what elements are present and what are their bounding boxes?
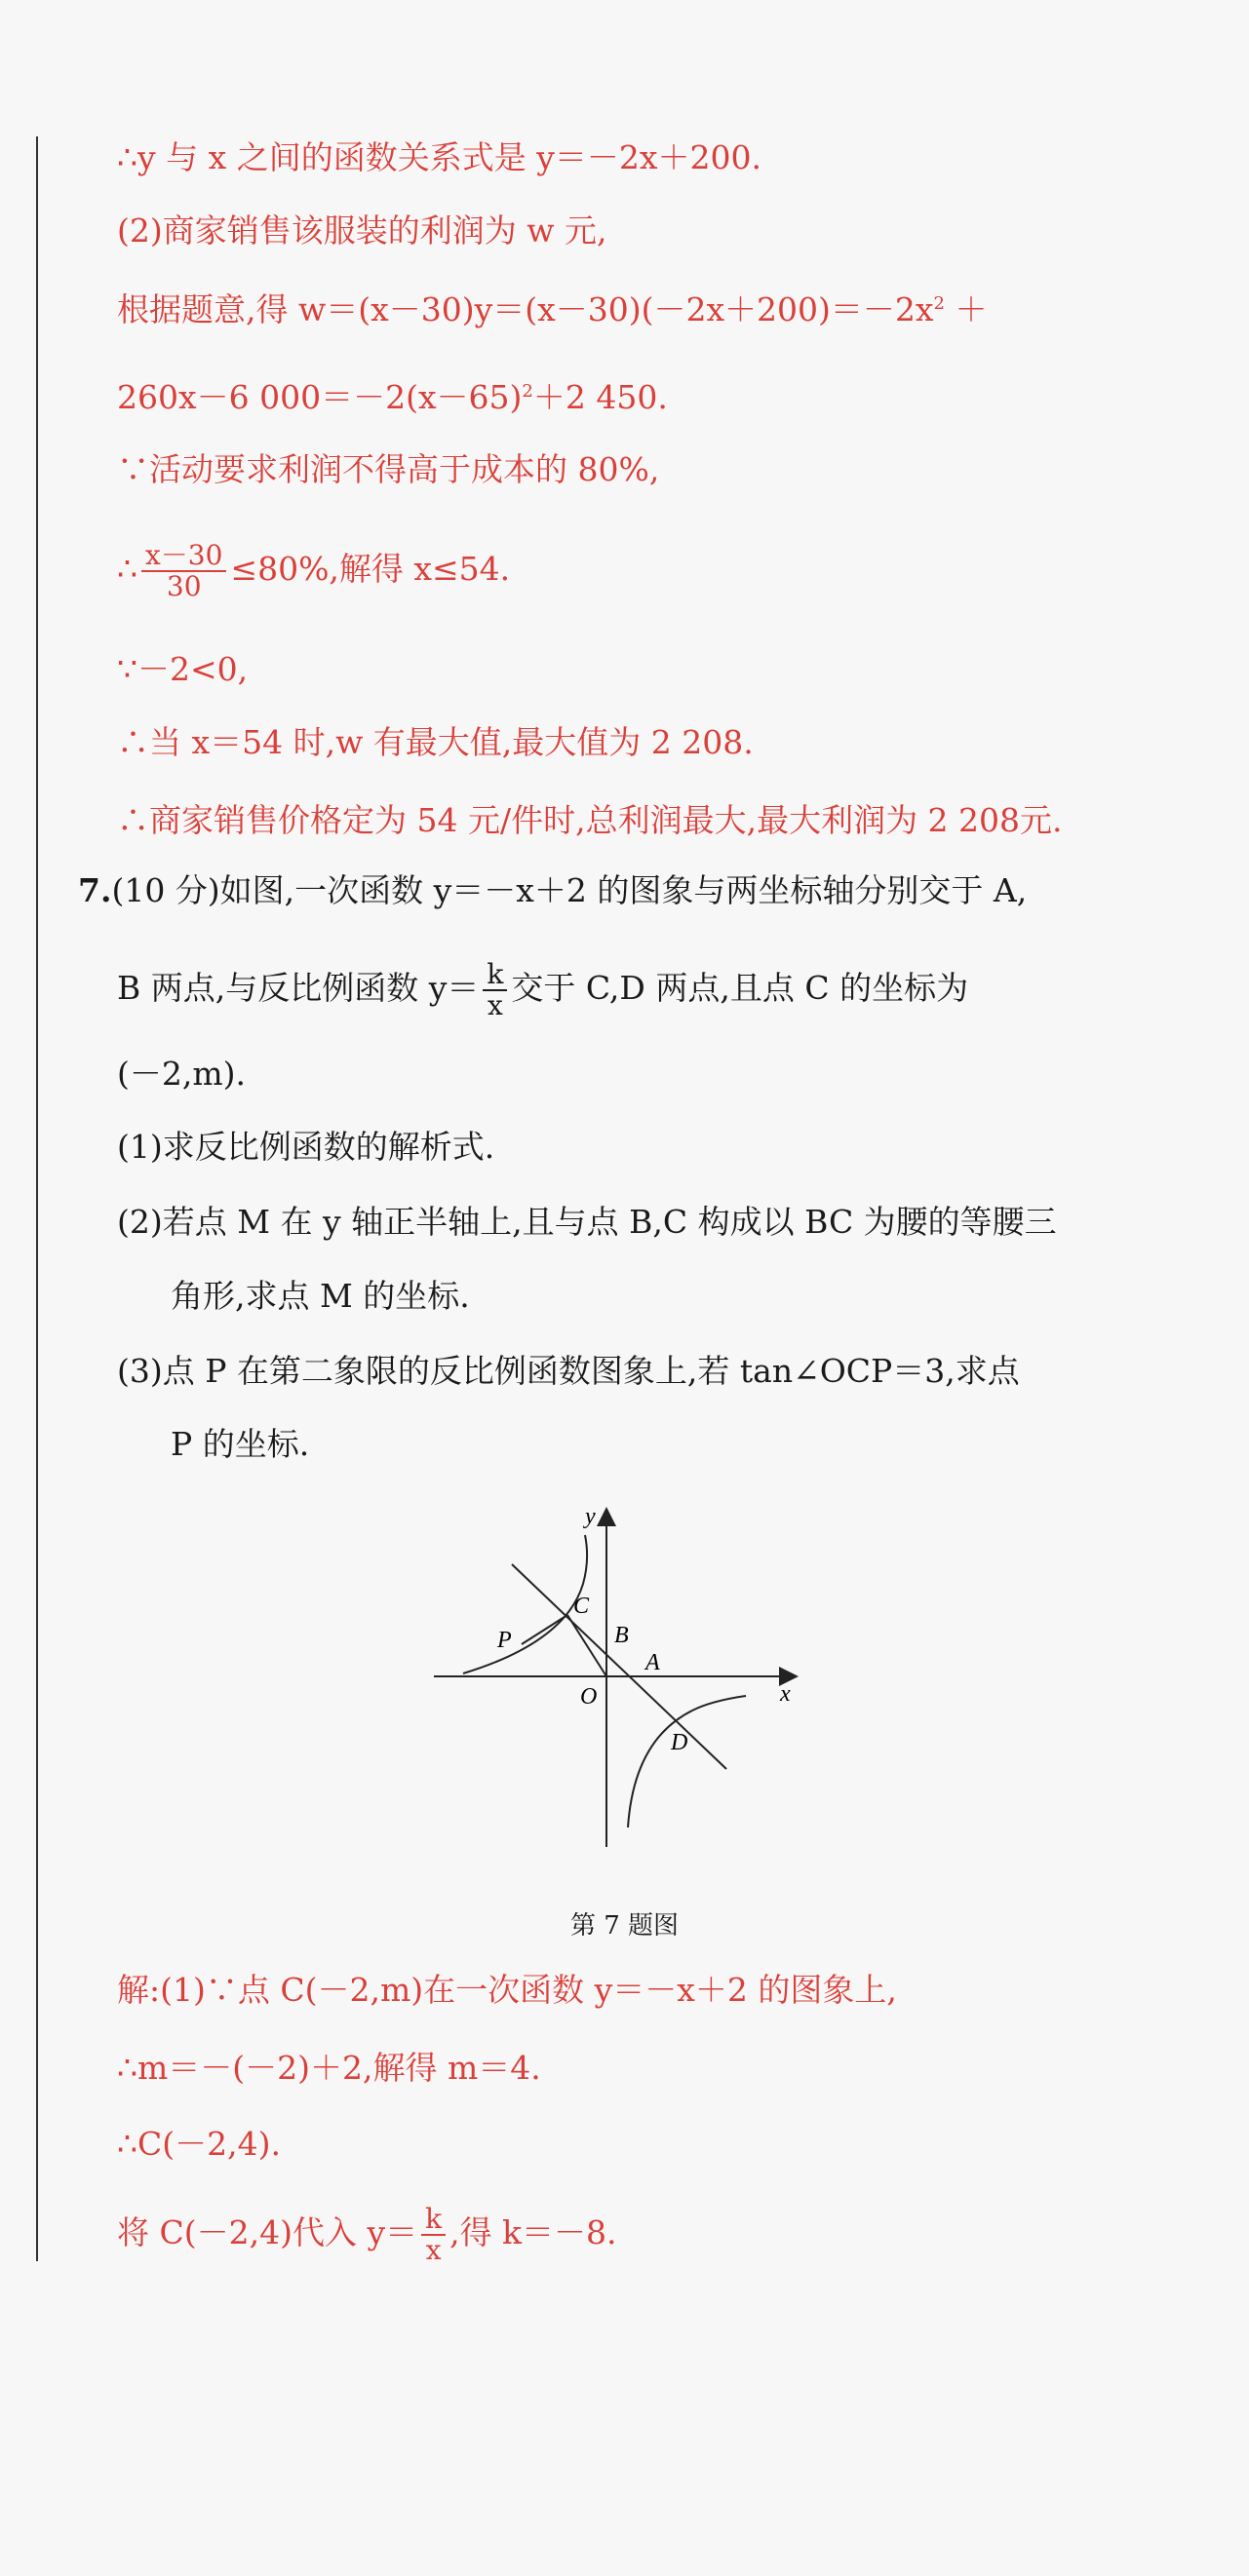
- question-7-line-1: [78, 869, 1027, 912]
- question-7-sub-3a: (3)点 P 在第二象限的反比例函数图象上,若 tan∠OCP＝3,求点: [117, 1352, 1020, 1390]
- solution-line-7: ∵－2<0,: [117, 650, 249, 688]
- label-D: D: [671, 1730, 688, 1755]
- fraction-denominator: x: [487, 989, 503, 1021]
- fraction-numerator: x－30: [141, 541, 226, 572]
- answer-line-2: ∴m＝－(－2)＋2,解得 m＝4.: [117, 2049, 541, 2087]
- solution-line-6-prefix: ∴: [117, 550, 137, 588]
- solution-line-3-main: 根据题意,得 w＝(x－30)y＝(x－30)(－2x＋200)＝－2x: [117, 290, 934, 328]
- solution-line-3-exponent: 2: [933, 293, 945, 314]
- label-P: P: [497, 1628, 512, 1653]
- fraction-numerator: k: [421, 2205, 446, 2236]
- question-7-sub-1: (1)求反比例函数的解析式.: [117, 1128, 495, 1166]
- solution-line-2: (2)商家销售该服装的利润为 w 元,: [117, 211, 607, 250]
- question-7-sub-2b: 角形,求点 M 的坐标.: [171, 1277, 470, 1315]
- margin-rule: [36, 136, 38, 2261]
- solution-line-4-main: 260x－6 000＝－2(x－65): [117, 378, 523, 416]
- question-7-sub-3b: P 的坐标.: [171, 1425, 310, 1463]
- answer-line-4-suffix: ,得 k＝－8.: [449, 2213, 617, 2251]
- inverse-function-fraction: [483, 960, 507, 1020]
- label-A: A: [645, 1650, 660, 1675]
- solution-line-3: [117, 283, 987, 331]
- fraction-denominator: 30: [166, 570, 202, 602]
- solution-line-6: [117, 541, 510, 601]
- solution-line-4-exponent: 2: [522, 381, 533, 402]
- solution-line-6-fraction: [141, 541, 226, 601]
- answer-line-3: ∴C(－2,4).: [117, 2125, 281, 2163]
- fraction-numerator: k: [483, 960, 507, 991]
- label-C: C: [573, 1594, 590, 1619]
- segment-CP: [522, 1615, 567, 1644]
- answer-line-4: [117, 2205, 617, 2265]
- label-y: y: [585, 1506, 596, 1529]
- hyperbola-lower-branch: [628, 1696, 746, 1827]
- question-7-line-2-prefix: B 两点,与反比例函数 y＝: [117, 969, 480, 1007]
- hyperbola-upper-branch: [463, 1535, 587, 1673]
- fraction-denominator: x: [425, 2234, 442, 2266]
- solution-line-4: [117, 370, 668, 419]
- answer-fraction: [421, 2205, 446, 2265]
- solution-line-3-tail: ＋: [944, 290, 988, 328]
- answer-line-1: 解:(1)∵点 C(－2,m)在一次函数 y＝－x＋2 的图象上,: [117, 1971, 897, 2009]
- question-7-sub-2a: (2)若点 M 在 y 轴正半轴上,且与点 B,C 构成以 BC 为腰的等腰三: [117, 1203, 1057, 1241]
- solution-line-5: ∵活动要求利润不得高于成本的 80%,: [117, 450, 660, 488]
- label-B: B: [614, 1623, 629, 1648]
- question-7-text-1: (10 分)如图,一次函数 y＝－x＋2 的图象与两坐标轴分别交于 A,: [111, 871, 1028, 909]
- coordinate-figure: [419, 1506, 809, 1876]
- solution-line-1: ∴y 与 x 之间的函数关系式是 y＝－2x＋200.: [117, 138, 761, 176]
- label-O: O: [580, 1684, 598, 1710]
- solution-line-6-suffix: ≤80%,解得 x≤54.: [230, 550, 511, 588]
- figure-caption: 第 7 题图: [569, 1911, 680, 1941]
- solution-line-4-tail: ＋2 450.: [532, 378, 668, 416]
- label-x: x: [780, 1681, 791, 1707]
- question-number: 7.: [78, 871, 112, 909]
- question-7-line-2: [117, 960, 968, 1020]
- question-7-line-2-suffix: 交于 C,D 两点,且点 C 的坐标为: [511, 969, 969, 1007]
- question-7-line-3: (－2,m).: [117, 1055, 247, 1093]
- solution-line-9: ∴商家销售价格定为 54 元/件时,总利润最大,最大利润为 2 208元.: [117, 801, 1063, 839]
- linear-function-line: [512, 1564, 726, 1769]
- solution-line-8: ∴当 x＝54 时,w 有最大值,最大值为 2 208.: [117, 723, 754, 761]
- answer-line-4-prefix: 将 C(－2,4)代入 y＝: [117, 2213, 418, 2251]
- segment-OC: [567, 1615, 606, 1676]
